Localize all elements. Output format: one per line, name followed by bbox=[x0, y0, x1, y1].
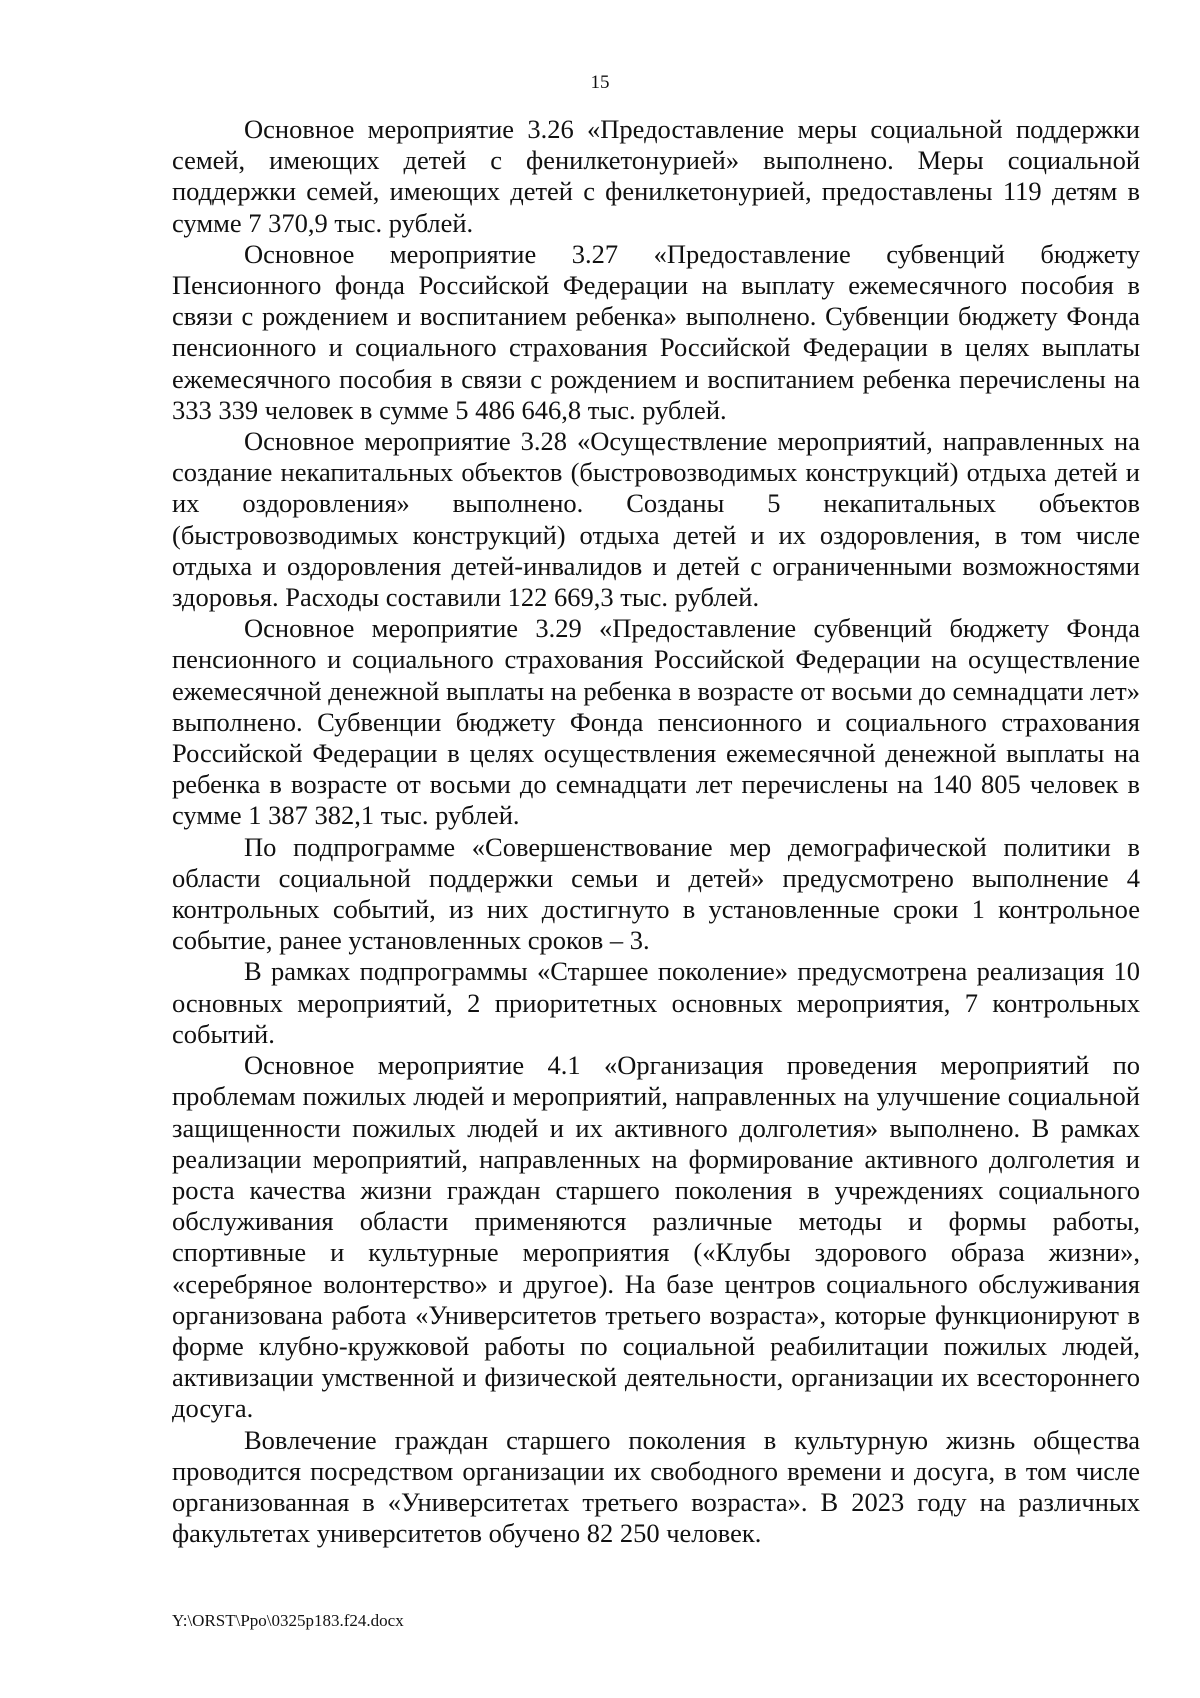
paragraph-measure-3-28: Основное мероприятие 3.28 «Осуществление мероприятий, направленных на создание некапитальных объектов (быстровозводимых конструкций) отдыха детей и их оздоровления» выполнено. Созданы 5 некапитальных объектов (быстровозводимых конструкций) отдыха детей и их оздоровления, в том числе отдыха и оздоровления детей-инвалидов и детей с ограниченными возможностями здоровья. Расходы составили 122 669,3 тыс. рублей. bbox=[172, 426, 1140, 613]
paragraph-older-generation-subprogram: В рамках подпрограммы «Старшее поколение» предусмотрена реализация 10 основных мероприятий, 2 приоритетных основных мероприятия, 7 контрольных событий. bbox=[172, 956, 1140, 1049]
footer-file-path: Y:\ORST\Ppo\0325p183.f24.docx bbox=[172, 1611, 404, 1630]
paragraph-measure-3-27: Основное мероприятие 3.27 «Предоставление субвенций бюджету Пенсионного фонда Российской Федерации на выплату ежемесячного пособия в связи с рождением и воспитанием ребенка» выполнено. Субвенции бюджету Фонда пенсионного и социального страхования Российской Федерации в целях выплаты ежемесячного пособия в связи с рождением и воспитанием ребенка перечислены на 333 339 человек в сумме 5 486 646,8 тыс. рублей. bbox=[172, 238, 1140, 425]
paragraph-measure-4-1: Основное мероприятие 4.1 «Организация проведения мероприятий по проблемам пожилых людей и мероприятий, направленных на улучшение социальной защищенности пожилых людей и их активного долголетия» выполнено. В рамках реализации мероприятий, направленных на формирование активного долголетия и роста качества жизни граждан старшего поколения в учреждениях социального обслуживания области применяются различные методы и формы работы, спортивные и культурные мероприятия («Клубы здорового образа жизни», «серебряное волонтерство» и другое). На базе центров социального обслуживания организована работа «Университетов третьего возраста», которые функционируют в форме клубно-кружковой работы по социальной реабилитации пожилых людей, активизации умственной и физической деятельности, организации их всестороннего досуга. bbox=[172, 1050, 1140, 1424]
paragraph-demographic-subprogram: По подпрограмме «Совершенствование мер демографической политики в области социальной поддержки семьи и детей» предусмотрено выполнение 4 контрольных событий, из них достигнуто в установленные сроки 1 контрольное событие, ранее установленных сроков – 3. bbox=[172, 831, 1140, 956]
paragraph-cultural-involvement: Вовлечение граждан старшего поколения в культурную жизнь общества проводится посредством организации их свободного времени и досуга, в том числе организованная в «Университетах третьего возраста». В 2023 году на различных факультетах университетов обучено 82 250 человек. bbox=[172, 1424, 1140, 1549]
page-number: 15 bbox=[590, 72, 610, 93]
document-body bbox=[172, 114, 1140, 1549]
paragraph-measure-3-29: Основное мероприятие 3.29 «Предоставление субвенций бюджету Фонда пенсионного и социального страхования Российской Федерации на осуществление ежемесячной денежной выплаты на ребенка в возрасте от восьми до семнадцати лет» выполнено. Субвенции бюджету Фонда пенсионного и социального страхования Российской Федерации в целях осуществления ежемесячной денежной выплаты на ребенка в возрасте от восьми до семнадцати лет перечислены на 140 805 человек в сумме 1 387 382,1 тыс. рублей. bbox=[172, 613, 1140, 831]
paragraph-measure-3-26: Основное мероприятие 3.26 «Предоставление меры социальной поддержки семей, имеющих детей с фенилкетонурией» выполнено. Меры социальной поддержки семей, имеющих детей с фенилкетонурией, предоставлены 119 детям в сумме 7 370,9 тыс. рублей. bbox=[172, 114, 1140, 238]
